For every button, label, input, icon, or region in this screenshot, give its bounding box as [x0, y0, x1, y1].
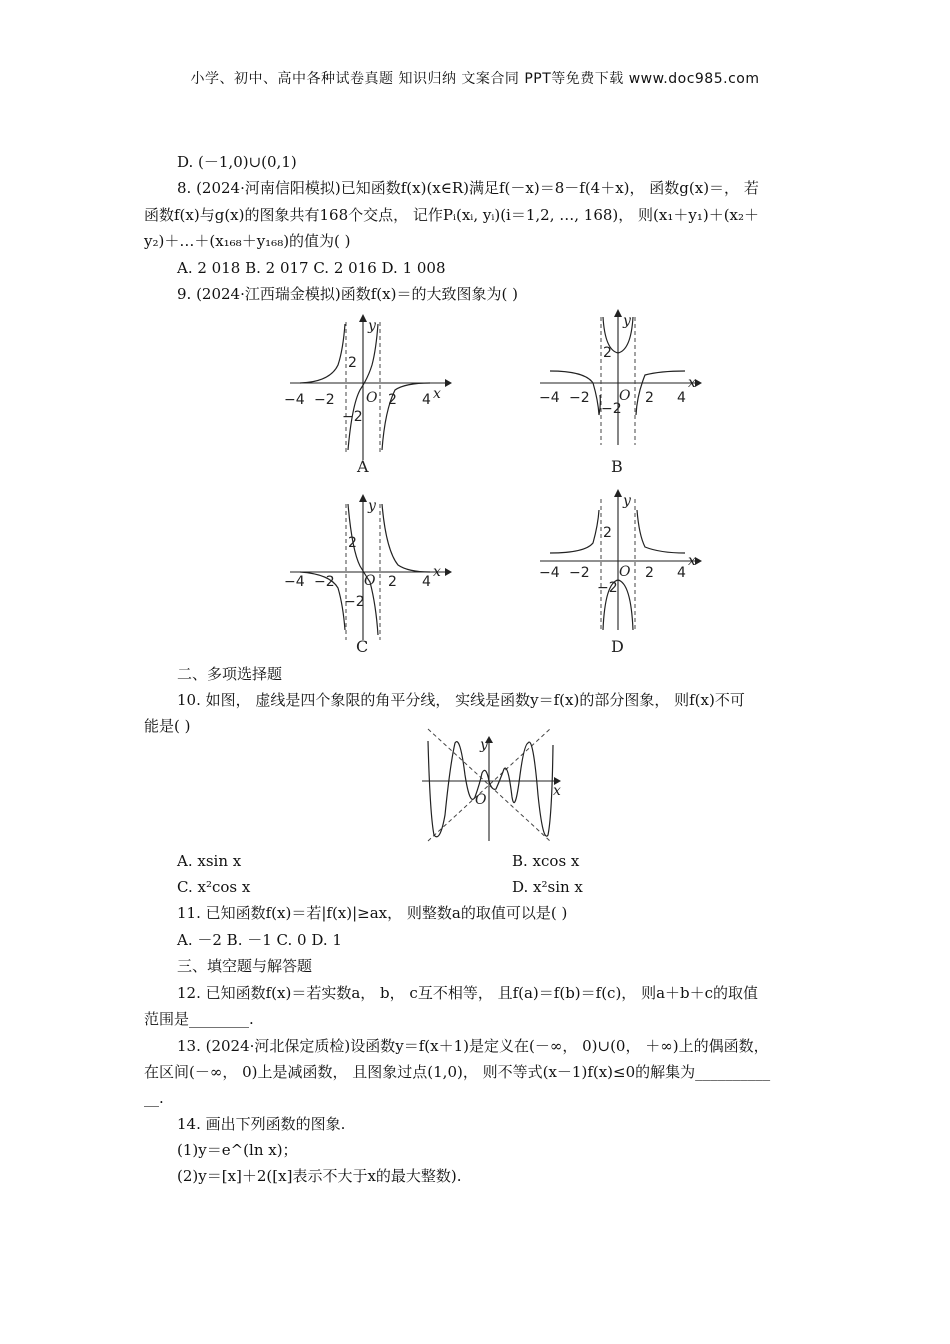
- tick-neg2: −2: [569, 390, 590, 406]
- q13-line1: 13. (2024·河北保定质检)设函数y＝f(x＋1)是定义在(－∞， 0)∪(0， ＋∞)上的偶函数，: [177, 1037, 769, 1055]
- section-multiple-choice: 二、多项选择题: [177, 665, 283, 683]
- x-axis-label: x: [433, 386, 441, 402]
- tick-neg4: −4: [284, 574, 305, 590]
- q14-stem: 14. 画出下列函数的图象.: [177, 1115, 346, 1133]
- caption-c: C: [356, 637, 369, 656]
- q8-line1: 8. (2024·河南信阳模拟)已知函数f(x)(x∈R)满足f(－x)＝8－f(4＋x)， 函数g(x)＝， 若: [177, 179, 759, 197]
- q12-line1: 12. 已知函数f(x)＝若实数a， b， c互不相等， 且f(a)＝f(b)＝f(c)， 则a＋b＋c的取值: [177, 984, 759, 1002]
- q9-stem: 9. (2024·江西瑞金模拟)函数f(x)＝的大致图象为( ): [177, 285, 518, 303]
- tick-y2: 2: [348, 535, 357, 551]
- prev-option-d: D. (－1,0)∪(0,1): [177, 153, 297, 171]
- q10-y-label: y: [480, 737, 488, 753]
- section-fill-in: 三、填空题与解答题: [177, 957, 313, 975]
- tick-y2: 2: [603, 525, 612, 541]
- tick-4: 4: [677, 390, 686, 406]
- tick-y2: 2: [603, 345, 612, 361]
- q10-line1: 10. 如图， 虚线是四个象限的角平分线， 实线是函数y＝f(x)的部分图象， 则f(x)不可: [177, 691, 745, 709]
- q10-line2: 能是( ): [144, 717, 191, 735]
- q11-options: A. －2 B. －1 C. 0 D. 1: [177, 931, 342, 949]
- q12-line2: 范围是________.: [144, 1010, 254, 1028]
- origin-label: O: [619, 388, 631, 404]
- q14-part1: (1)y＝e^(ln x)；: [177, 1141, 298, 1159]
- q13-line2: 在区间(－∞， 0)上是减函数， 且图象过点(1,0)， 则不等式(x－1)f(x)≤0的解集为__________: [144, 1063, 771, 1081]
- q8-options: A. 2 018 B. 2 017 C. 2 016 D. 1 008: [177, 259, 446, 277]
- origin-label: O: [619, 564, 631, 580]
- tick-neg2: −2: [314, 574, 335, 590]
- x-axis-label: x: [688, 553, 696, 569]
- tick-yneg2: −2: [597, 580, 618, 596]
- tick-neg4: −4: [539, 390, 560, 406]
- tick-yneg2: −2: [601, 401, 622, 417]
- q10-option-c: C. x²cos x: [177, 878, 251, 896]
- q14-part2: (2)y＝[x]＋2([x]表示不大于x的最大整数).: [177, 1167, 462, 1185]
- x-axis-label: x: [433, 564, 441, 580]
- y-axis-label: y: [368, 498, 376, 514]
- tick-y2: 2: [348, 355, 357, 371]
- q10-figure: [420, 735, 570, 843]
- origin-label: O: [366, 390, 378, 406]
- tick-2: 2: [388, 574, 397, 590]
- q10-origin: O: [475, 792, 487, 808]
- x-axis-label: x: [688, 375, 696, 391]
- graph-d: [535, 485, 715, 660]
- tick-neg2: −2: [314, 392, 335, 408]
- origin-label: O: [364, 573, 376, 589]
- graph-c: [280, 490, 460, 660]
- tick-4: 4: [422, 392, 431, 408]
- q13-line3: __.: [144, 1089, 164, 1107]
- graph-a: [280, 310, 460, 480]
- q10-x-label: x: [553, 783, 561, 799]
- q10-option-b: B. xcos x: [512, 852, 580, 870]
- q8-line2: 函数f(x)与g(x)的图象共有168个交点， 记作Pᵢ(xᵢ, yᵢ)(i＝1,2, …, 168)， 则(x₁＋y₁)＋(x₂＋: [144, 206, 760, 224]
- y-axis-label: y: [623, 493, 631, 509]
- tick-2: 2: [645, 390, 654, 406]
- q10-option-a: A. xsin x: [177, 852, 242, 870]
- tick-yneg2: −2: [342, 409, 363, 425]
- q11-stem: 11. 已知函数f(x)＝若|f(x)|≥ax， 则整数a的取值可以是( ): [177, 904, 568, 922]
- graph-b: [535, 305, 715, 480]
- caption-a: A: [357, 457, 369, 476]
- y-axis-label: y: [623, 313, 631, 329]
- tick-neg2: −2: [569, 565, 590, 581]
- tick-neg4: −4: [284, 392, 305, 408]
- tick-4: 4: [677, 565, 686, 581]
- q10-option-d: D. x²sin x: [512, 878, 583, 896]
- tick-2: 2: [388, 392, 397, 408]
- caption-b: B: [611, 457, 623, 476]
- y-axis-label: y: [368, 318, 376, 334]
- tick-yneg2: −2: [344, 594, 365, 610]
- caption-d: D: [611, 637, 624, 656]
- q8-line3: y₂)＋…＋(x₁₆₈＋y₁₆₈)的值为( ): [144, 232, 351, 250]
- tick-4: 4: [422, 574, 431, 590]
- tick-2: 2: [645, 565, 654, 581]
- tick-neg4: −4: [539, 565, 560, 581]
- page-header: 小学、初中、高中各种试卷真题 知识归纳 文案合同 PPT等免费下载 www.doc985.com: [190, 71, 760, 87]
